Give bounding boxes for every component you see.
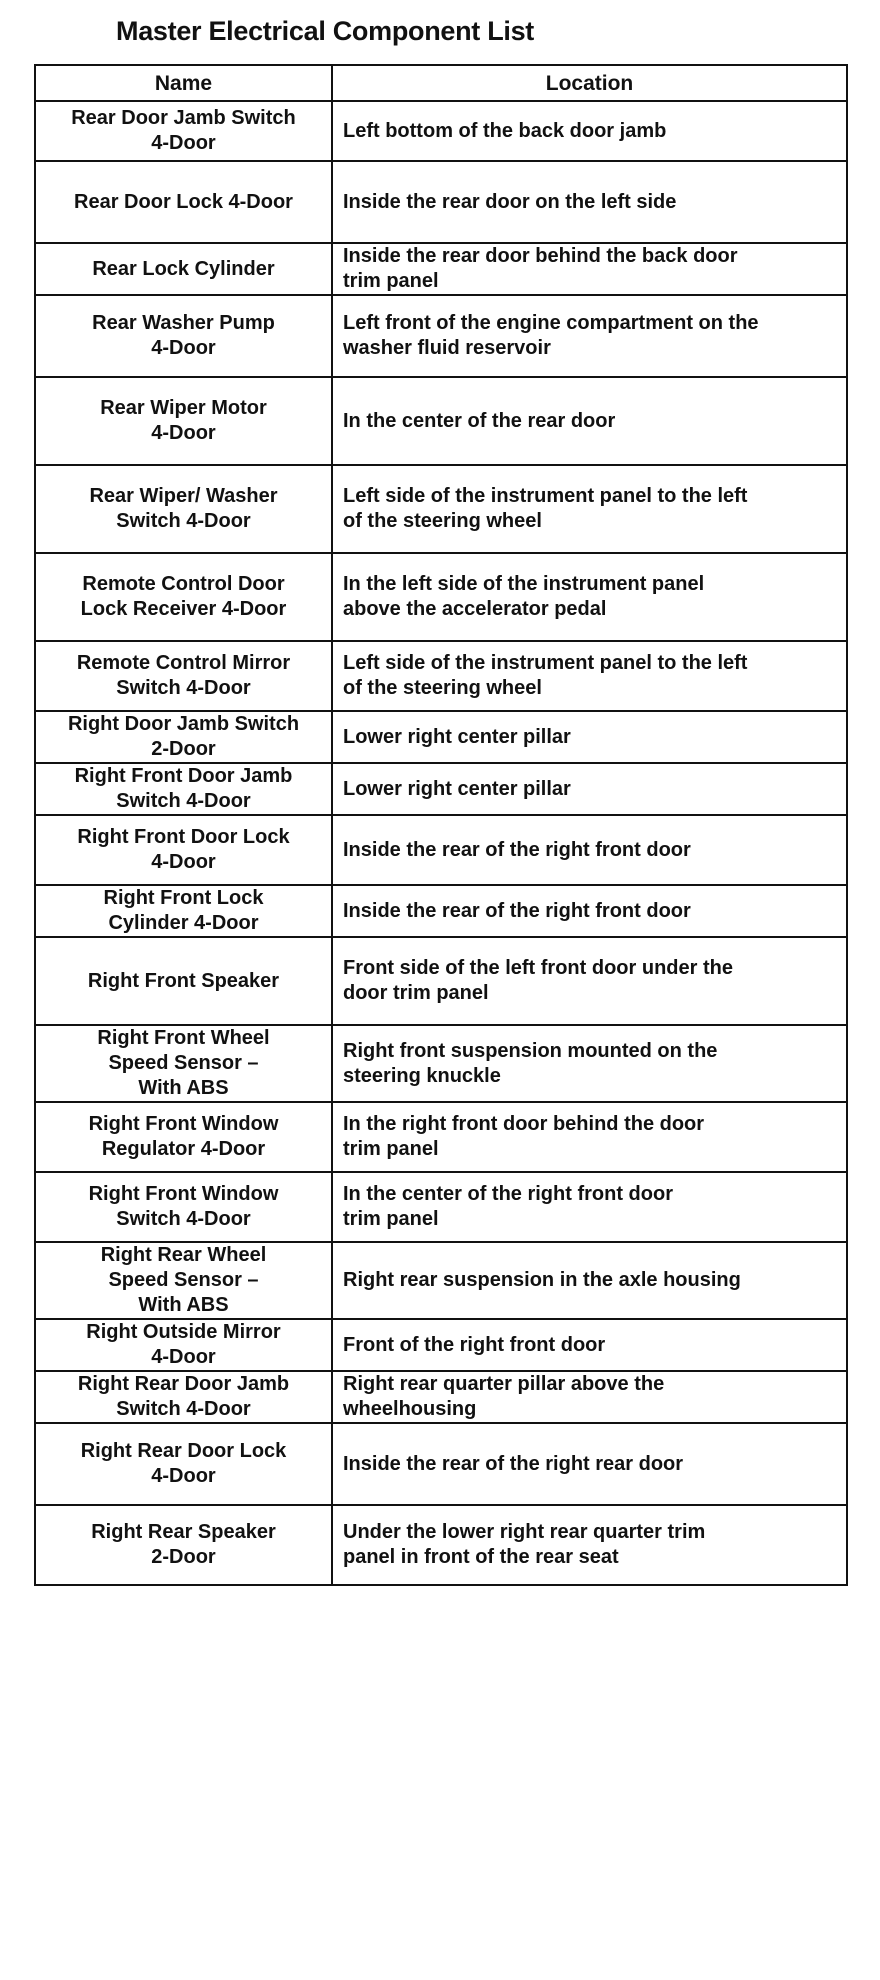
component-location: Right front suspension mounted on the steering knuckle bbox=[343, 1039, 718, 1087]
table-header-row bbox=[35, 65, 847, 101]
component-location: Inside the rear of the right front door bbox=[343, 899, 691, 922]
component-location-cell bbox=[332, 1172, 847, 1242]
component-location: Left side of the instrument panel to the left of the steering wheel bbox=[343, 485, 748, 532]
table-row bbox=[35, 1172, 847, 1242]
component-name: Rear Door Jamb Switch 4-Door bbox=[71, 107, 296, 154]
table-row bbox=[35, 101, 847, 161]
component-location-cell bbox=[332, 1371, 847, 1423]
component-name: Right Door Jamb Switch 2-Door bbox=[67, 713, 300, 760]
table-row bbox=[35, 161, 847, 243]
component-name-cell bbox=[35, 101, 332, 161]
component-location-cell bbox=[332, 763, 847, 815]
component-name-cell bbox=[35, 1319, 332, 1371]
component-name: Right Outside Mirror 4-Door bbox=[86, 1321, 281, 1368]
component-location-cell bbox=[332, 815, 847, 885]
component-location-cell bbox=[332, 295, 847, 377]
component-location-cell bbox=[332, 161, 847, 243]
component-name: Right Front Window Switch 4-Door bbox=[88, 1183, 279, 1230]
component-location: Inside the rear door on the left side bbox=[343, 190, 677, 213]
table-row bbox=[35, 553, 847, 641]
component-location-cell bbox=[332, 641, 847, 711]
component-name: Remote Control Mirror Switch 4-Door bbox=[76, 652, 291, 699]
component-location-cell bbox=[332, 711, 847, 763]
table-row bbox=[35, 763, 847, 815]
component-name: Rear Lock Cylinder bbox=[92, 257, 275, 280]
component-name-cell bbox=[35, 243, 332, 295]
component-name: Rear Washer Pump 4-Door bbox=[92, 312, 275, 359]
component-name-cell bbox=[35, 1172, 332, 1242]
component-name-cell bbox=[35, 1102, 332, 1172]
component-name-cell bbox=[35, 1423, 332, 1505]
table-row bbox=[35, 1102, 847, 1172]
component-name: Right Rear Wheel Speed Sensor – With ABS bbox=[100, 1244, 267, 1316]
component-location: Front side of the left front door under the door trim panel bbox=[343, 957, 733, 1004]
component-location-cell bbox=[332, 1319, 847, 1371]
component-location-cell bbox=[332, 937, 847, 1025]
component-name-cell bbox=[35, 161, 332, 243]
component-name: Right Front Window Regulator 4-Door bbox=[88, 1113, 279, 1160]
table-row bbox=[35, 1505, 847, 1585]
component-location: Under the lower right rear quarter trim panel in front of the rear seat bbox=[343, 1521, 706, 1568]
component-location: Lower right center pillar bbox=[343, 777, 571, 800]
table-row bbox=[35, 1423, 847, 1505]
component-name-cell bbox=[35, 1505, 332, 1585]
table-row bbox=[35, 711, 847, 763]
component-name-cell bbox=[35, 465, 332, 553]
column-header-name: Name bbox=[35, 65, 332, 101]
component-table bbox=[34, 64, 848, 1586]
component-location: Inside the rear of the right front door bbox=[343, 838, 691, 861]
component-name: Right Front Door Lock 4-Door bbox=[77, 826, 290, 873]
component-name: Rear Wiper/ Washer Switch 4-Door bbox=[89, 485, 278, 532]
component-name-cell bbox=[35, 815, 332, 885]
component-name-cell bbox=[35, 377, 332, 465]
component-location: Left bottom of the back door jamb bbox=[343, 119, 667, 142]
column-header-location: Location bbox=[332, 65, 847, 101]
component-name: Right Rear Door Jamb Switch 4-Door bbox=[77, 1373, 290, 1420]
component-name: Rear Wiper Motor 4-Door bbox=[100, 397, 267, 444]
table-row bbox=[35, 641, 847, 711]
page-title: Master Electrical Component List bbox=[116, 16, 534, 46]
component-location-cell bbox=[332, 243, 847, 295]
table-row bbox=[35, 465, 847, 553]
table-row bbox=[35, 1319, 847, 1371]
table-body bbox=[35, 101, 847, 1585]
component-location-cell bbox=[332, 1025, 847, 1102]
component-name: Remote Control Door Lock Receiver 4-Door bbox=[80, 573, 287, 620]
component-location: Left front of the engine compartment on the washer fluid reservoir bbox=[343, 312, 759, 359]
component-location: Inside the rear of the right rear door bbox=[343, 1452, 684, 1475]
component-location: In the left side of the instrument panel above the accelerator pedal bbox=[343, 573, 705, 620]
component-location: Lower right center pillar bbox=[343, 725, 571, 748]
component-name-cell bbox=[35, 885, 332, 937]
component-location-cell bbox=[332, 101, 847, 161]
component-location: In the right front door behind the door trim panel bbox=[343, 1113, 705, 1160]
component-name-cell bbox=[35, 763, 332, 815]
table-row bbox=[35, 243, 847, 295]
component-location: In the center of the rear door bbox=[343, 409, 616, 432]
component-name-cell bbox=[35, 1242, 332, 1319]
component-name-cell bbox=[35, 711, 332, 763]
component-location: Left side of the instrument panel to the left of the steering wheel bbox=[343, 652, 748, 699]
component-name-cell bbox=[35, 295, 332, 377]
component-location-cell bbox=[332, 1423, 847, 1505]
component-name-cell bbox=[35, 641, 332, 711]
table-row bbox=[35, 815, 847, 885]
component-name: Right Rear Speaker 2-Door bbox=[91, 1521, 276, 1568]
table-row bbox=[35, 377, 847, 465]
table-row bbox=[35, 937, 847, 1025]
component-location-cell bbox=[332, 377, 847, 465]
component-name-cell bbox=[35, 937, 332, 1025]
component-location-cell bbox=[332, 1102, 847, 1172]
component-name: Right Front Lock Cylinder 4-Door bbox=[103, 887, 264, 934]
table-row bbox=[35, 1371, 847, 1423]
component-location: Right rear quarter pillar above the wheelhousing bbox=[343, 1373, 665, 1420]
table-row bbox=[35, 1242, 847, 1319]
component-name-cell bbox=[35, 1025, 332, 1102]
component-name: Right Front Door Jamb Switch 4-Door bbox=[74, 765, 293, 812]
component-name: Rear Door Lock 4-Door bbox=[74, 190, 293, 213]
component-location: In the center of the right front door trim panel bbox=[343, 1183, 673, 1230]
table-row bbox=[35, 1025, 847, 1102]
component-location: Right rear suspension in the axle housing bbox=[343, 1269, 741, 1291]
component-name: Right Rear Door Lock 4-Door bbox=[80, 1440, 287, 1487]
table-row bbox=[35, 295, 847, 377]
component-location-cell bbox=[332, 465, 847, 553]
component-location: Inside the rear door behind the back door trim panel bbox=[343, 245, 738, 292]
component-location-cell bbox=[332, 553, 847, 641]
component-name: Right Front Wheel Speed Sensor – With ABS bbox=[97, 1027, 270, 1099]
component-location-cell bbox=[332, 1242, 847, 1319]
component-location: Front of the right front door bbox=[343, 1333, 606, 1356]
component-name: Right Front Speaker bbox=[87, 969, 280, 992]
component-name-cell bbox=[35, 553, 332, 641]
table-row bbox=[35, 885, 847, 937]
component-name-cell bbox=[35, 1371, 332, 1423]
component-location-cell bbox=[332, 885, 847, 937]
component-location-cell bbox=[332, 1505, 847, 1585]
